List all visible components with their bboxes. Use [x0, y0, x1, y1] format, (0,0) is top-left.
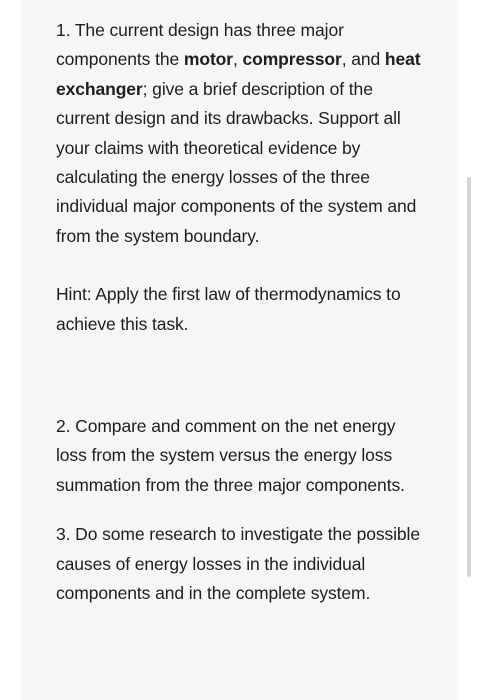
question-1-separator: , and: [341, 49, 385, 70]
scrollbar[interactable]: [467, 177, 471, 577]
question-3: 3. Do some research to investigate the possible causes of energy losses in the individual components and in the complete system.: [56, 524, 420, 604]
term-motor: motor: [183, 49, 233, 70]
question-2: 2. Compare and comment on the net energy loss from the system versus the energy loss summation from the three major components.: [56, 416, 405, 495]
question-1: [56, 16, 426, 251]
hint: Hint: Apply the first law of thermodynamics to achieve this task.: [56, 284, 401, 334]
term-heat-exchanger: heat exchanger: [56, 49, 421, 99]
question-1-intro: 1. The current design has three major components the: [56, 20, 344, 70]
question-text: [56, 16, 426, 609]
question-1-separator: ,: [232, 49, 243, 70]
term-compressor: compressor: [242, 49, 342, 70]
question-1-body: ; give a brief description of the current design and its drawbacks. Support all your claims with theoretical evidence by calculating the energy losses of the three individual major components of the system and from the system boundary.: [56, 78, 417, 246]
